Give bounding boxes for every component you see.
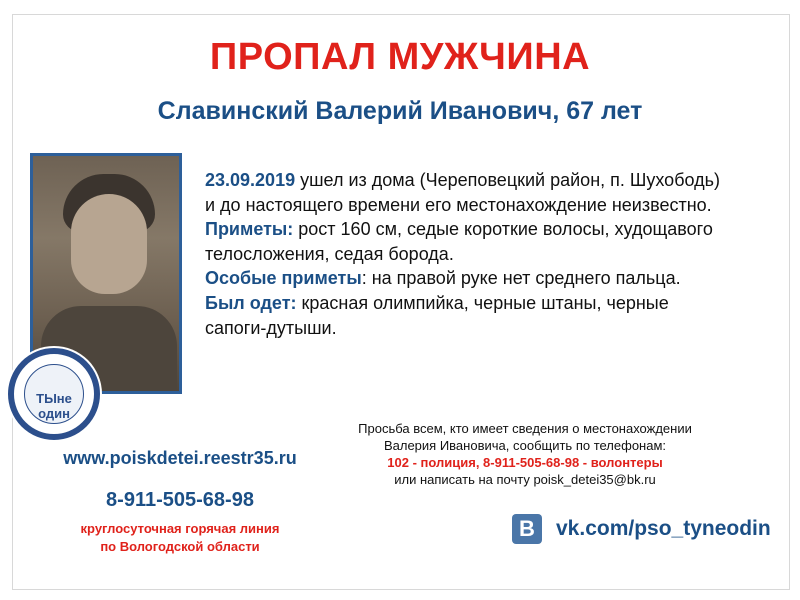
missing-person-name: Славинский Валерий Иванович, 67 лет — [157, 97, 643, 125]
headline: ПРОПАЛ МУЖЧИНА — [209, 36, 591, 78]
appeal-line-2: Валерия Ивановича, сообщить по телефонам: — [383, 438, 667, 453]
website-link[interactable]: www.poiskdetei.reestr35.ru — [63, 448, 297, 468]
emblem-text: ТЫне один — [36, 391, 72, 421]
dressed-label: Был одет: — [205, 292, 297, 313]
description-line-7: сапоги-дутыши. — [205, 317, 337, 338]
hotline-caption: круглосуточная горячая линия по Вологодской области — [80, 521, 280, 554]
description-line-6: Был одет: красная олимпийка, черные штаны, черные — [205, 292, 669, 313]
date-text: 23.09.2019 — [205, 170, 296, 190]
description-line-3: Приметы: рост 160 см, седые короткие волосы, худощавого — [205, 219, 713, 240]
hotline-phone[interactable]: 8-911-505-68-98 — [106, 489, 254, 511]
vk-link[interactable] — [512, 514, 782, 548]
appeal-line-1: Просьба всем, кто имеет сведения о местонахождении — [358, 421, 692, 436]
appeal-phones: 102 - полиция, 8-911-505-68-98 - волонтеры — [387, 455, 663, 470]
organization-emblem — [8, 348, 100, 440]
description-line-5: Особые приметы: на правой руке нет среднего пальца. — [205, 268, 681, 289]
photo-face — [71, 194, 147, 294]
appeal-block — [320, 420, 730, 488]
vk-link-text[interactable]: vk.com/pso_tyneodin — [556, 517, 771, 540]
emblem-inner — [24, 364, 84, 424]
description-block — [205, 168, 790, 340]
appeal-email[interactable]: или написать на почту poisk_detei35@bk.ru — [394, 472, 656, 487]
description-line-2: и до настоящего времени его местонахождение неизвестно. — [205, 194, 712, 215]
description-line-4: телосложения, седая борода. — [205, 243, 454, 264]
contact-info — [30, 448, 330, 556]
special-signs-label: Особые приметы — [205, 268, 362, 289]
vk-icon: В — [512, 514, 542, 544]
description-line-1: 23.09.2019 ушел из дома (Череповецкий район, п. Шухободь) — [205, 170, 720, 190]
signs-label: Приметы: — [205, 219, 294, 240]
